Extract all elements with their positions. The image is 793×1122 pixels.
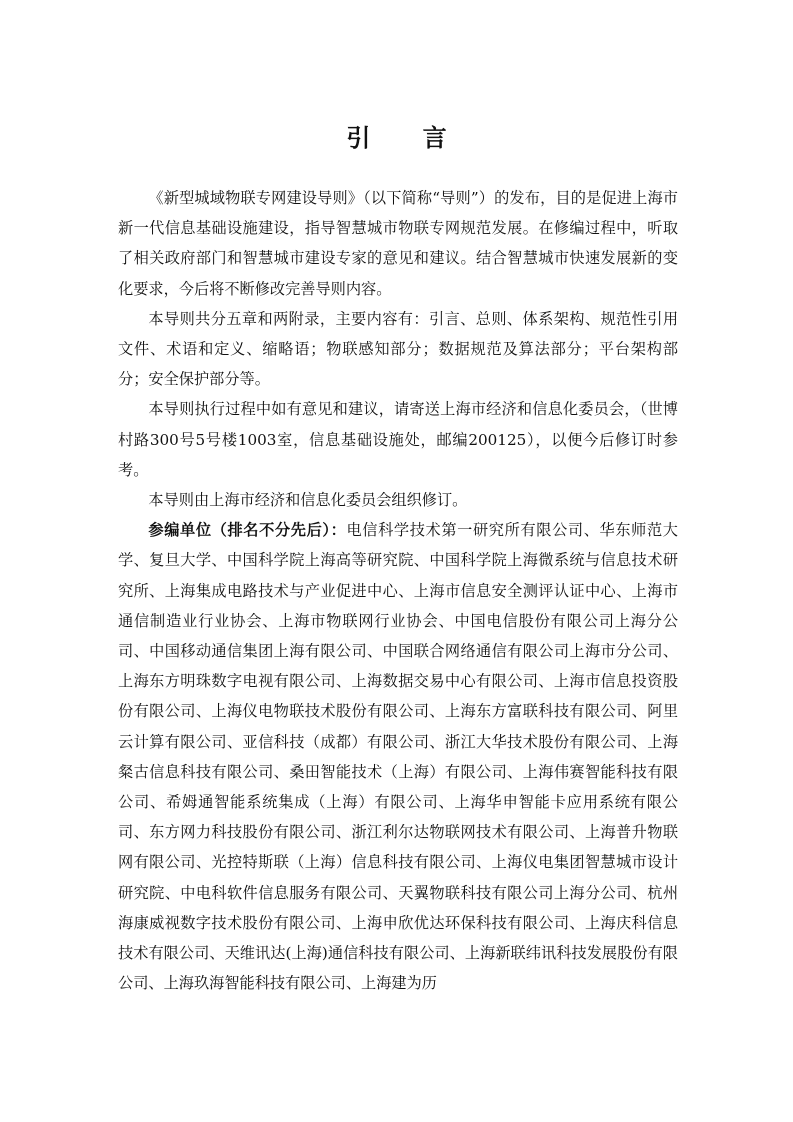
intro-paragraph-organizer: 本导则由上海市经济和信息化委员会组织修订。 (148, 491, 468, 510)
intro-paragraph-structure: 本导则共分五章和两附录，主要内容有：引言、总则、体系架构、规范性引用文件、术语和定义、缩略语；物联感知部分；数据规范及算法部分；平台架构部分；安全保护部分等。 (118, 309, 678, 389)
intro-paragraph-feedback: 本导则执行过程中如有意见和建议，请寄送上海市经济和信息化委员会，（世博村路300号5号楼1003室，信息基础设施处，邮编200125），以便今后修订时参考。 (118, 400, 678, 479)
contributors-label: 参编单位（排名不分先后）： (148, 521, 347, 540)
intro-paragraph-purpose: 《新型城域物联专网建设导则》（以下简称“导则”）的发布，目的是促进上海市新一代信息基础设施建设，指导智慧城市物联专网规范发展。在修编过程中，听取了相关政府部门和智慧城市建设专家的意见和建议。结合智慧城市快速发展新的变化要求，今后将不断修改完善导则内容。 (118, 189, 678, 298)
document-body (118, 183, 678, 998)
contributors-list: 电信科学技术第一研究所有限公司、华东师范大学、复旦大学、中国科学院上海高等研究院、中国科学院上海微系统与信息技术研究所、上海集成电路技术与产业促进中心、上海市信息安全测评认证中心、上海市通信制造业行业协会、上海市物联网行业协会、中国电信股份有限公司上海分公司、中国移动通信集团上海有限公司、中国联合网络通信有限公司上海市分公司、上海东方明珠数字电视有限公司、上海数据交易中心有限公司、上海市信息投资股份有限公司、上海仪电物联技术股份有限公司、上海东方富联科技有限公司、阿里云计算有限公司、亚信科技（成都）有限公司、浙江大华技术股份有限公司、上海粲古信息科技有限公司、桑田智能技术（上海）有限公司、上海伟赛智能科技有限公司、希姆通智能系统集成（上海）有限公司、上海华申智能卡应用系统有限公司、东方网力科技股份有限公司、浙江利尔达物联网技术有限公司、上海普升物联网有限公司、光控特斯联（上海）信息科技有限公司、上海仪电集团智慧城市设计研究院、中电科软件信息服务有限公司、天翼物联科技有限公司上海分公司、杭州海康威视数字技术股份有限公司、上海申欣优达环保科技有限公司、上海庆科信息技术有限公司、天维讯达(上海)通信科技有限公司、上海新联纬讯科技发展股份有限公司、上海玖海智能科技有限公司、上海建为历 (118, 521, 678, 993)
page-title: 引 言 (346, 123, 469, 152)
contributors-paragraph (118, 515, 678, 998)
